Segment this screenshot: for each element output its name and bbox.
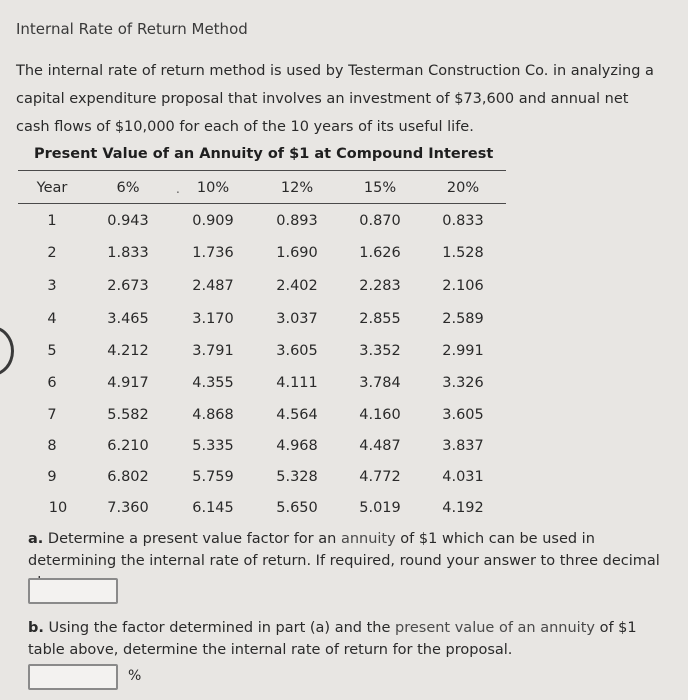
table-value-cell: 4.212: [107, 343, 149, 359]
question-a-highlight: annuity: [340, 531, 396, 547]
question-b-text-2: of $1 table above, determine the internal rate of return for the proposal.: [28, 620, 637, 658]
table-value-cell: 6.802: [107, 469, 149, 485]
table-header-cell: Year: [36, 180, 68, 196]
problem-description: The internal rate of return method is used by Testerman Construction Co. in analyzing a capital expenditure proposal that involves an investment of $73,600 and annual net cash flows of $10,000 for each of the 10 years of its useful life.: [16, 63, 654, 135]
table-value-cell: 4.160: [359, 407, 401, 423]
question-b: [28, 617, 676, 661]
table-value-cell: 0.909: [192, 213, 234, 229]
table-value-cell: 5.335: [192, 438, 234, 454]
table-value-cell: 5.650: [276, 500, 318, 516]
stray-mark: .: [176, 182, 180, 196]
question-a-label: a.: [28, 531, 44, 547]
question-b-highlight: present value of an annuity: [395, 620, 595, 636]
circle-mark: [0, 326, 14, 376]
table-value-cell: 3.170: [192, 311, 234, 327]
question-b-label: b.: [28, 620, 44, 636]
table-value-cell: 4.111: [276, 375, 318, 391]
table-year-cell: 1: [47, 213, 57, 229]
table-value-cell: 0.870: [359, 213, 401, 229]
table-value-cell: 1.736: [192, 245, 234, 261]
table-value-cell: 4.031: [442, 469, 484, 485]
table-header-cell: 10%: [196, 180, 230, 196]
table-value-cell: 3.037: [276, 311, 318, 327]
table-header-cell: 15%: [363, 180, 397, 196]
table-year-cell: 8: [47, 438, 57, 454]
table-value-cell: 3.465: [107, 311, 149, 327]
table-value-cell: 7.360: [107, 500, 149, 516]
table-value-cell: 5.328: [276, 469, 318, 485]
table-value-cell: 4.868: [192, 407, 234, 423]
table-value-cell: 4.487: [359, 438, 401, 454]
table-value-cell: 4.968: [276, 438, 318, 454]
table-year-cell: 2: [47, 245, 57, 261]
table-year-cell: 10: [48, 500, 68, 516]
table-year-cell: 4: [47, 311, 57, 327]
table-value-cell: 5.019: [359, 500, 401, 516]
question-a-text-1: Determine a present value factor for an: [43, 531, 341, 547]
table-title: Present Value of an Annuity of $1 at Compound Interest: [34, 146, 494, 162]
table-value-cell: 2.855: [359, 311, 401, 327]
table-value-cell: 3.605: [276, 343, 318, 359]
table-value-cell: 2.402: [276, 278, 318, 294]
table-value-cell: 2.106: [442, 278, 484, 294]
percent-unit: %: [128, 668, 142, 684]
table-value-cell: 2.673: [107, 278, 149, 294]
answer-a-input[interactable]: [28, 578, 118, 604]
table-value-cell: 0.833: [442, 213, 484, 229]
table-value-cell: 3.791: [192, 343, 234, 359]
table-header-cell: 12%: [280, 180, 314, 196]
table-value-cell: 1.626: [359, 245, 401, 261]
table-value-cell: 3.326: [442, 375, 484, 391]
table-value-cell: 2.487: [192, 278, 234, 294]
table-value-cell: 3.352: [359, 343, 401, 359]
table-year-cell: 7: [47, 407, 57, 423]
table-value-cell: 1.528: [442, 245, 484, 261]
table-value-cell: 2.283: [359, 278, 401, 294]
answer-b-input[interactable]: [28, 664, 118, 690]
table-value-cell: 5.759: [192, 469, 234, 485]
table-value-cell: 4.192: [442, 500, 484, 516]
table-year-cell: 9: [47, 469, 57, 485]
table-header-cell: 20%: [446, 180, 480, 196]
table-header-cell: 6%: [116, 180, 140, 196]
page-title: Internal Rate of Return Method: [16, 20, 248, 38]
table-value-cell: 4.564: [276, 407, 318, 423]
table-value-cell: 6.145: [192, 500, 234, 516]
table-year-cell: 3: [47, 278, 57, 294]
table-header-rule: [18, 203, 506, 204]
table-value-cell: 1.690: [276, 245, 318, 261]
table-value-cell: 0.893: [276, 213, 318, 229]
table-value-cell: 6.210: [107, 438, 149, 454]
table-value-cell: 2.991: [442, 343, 484, 359]
question-a-text-2: of $1 which can be used in determining the internal rate of return. If required, round your answer to three decimal: [28, 531, 660, 569]
table-value-cell: 4.917: [107, 375, 149, 391]
table-top-rule: [18, 170, 506, 171]
table-value-cell: 5.582: [107, 407, 149, 423]
table-value-cell: 2.589: [442, 311, 484, 327]
table-value-cell: 1.833: [107, 245, 149, 261]
table-value-cell: 0.943: [107, 213, 149, 229]
question-a: [28, 528, 676, 594]
table-value-cell: 3.605: [442, 407, 484, 423]
table-value-cell: 4.772: [359, 469, 401, 485]
table-value-cell: 3.784: [359, 375, 401, 391]
question-b-text-1: Using the factor determined in part (a) and the: [43, 620, 395, 636]
table-value-cell: 3.837: [442, 438, 484, 454]
table-value-cell: 4.355: [192, 375, 234, 391]
table-year-cell: 5: [47, 343, 57, 359]
table-year-cell: 6: [47, 375, 57, 391]
